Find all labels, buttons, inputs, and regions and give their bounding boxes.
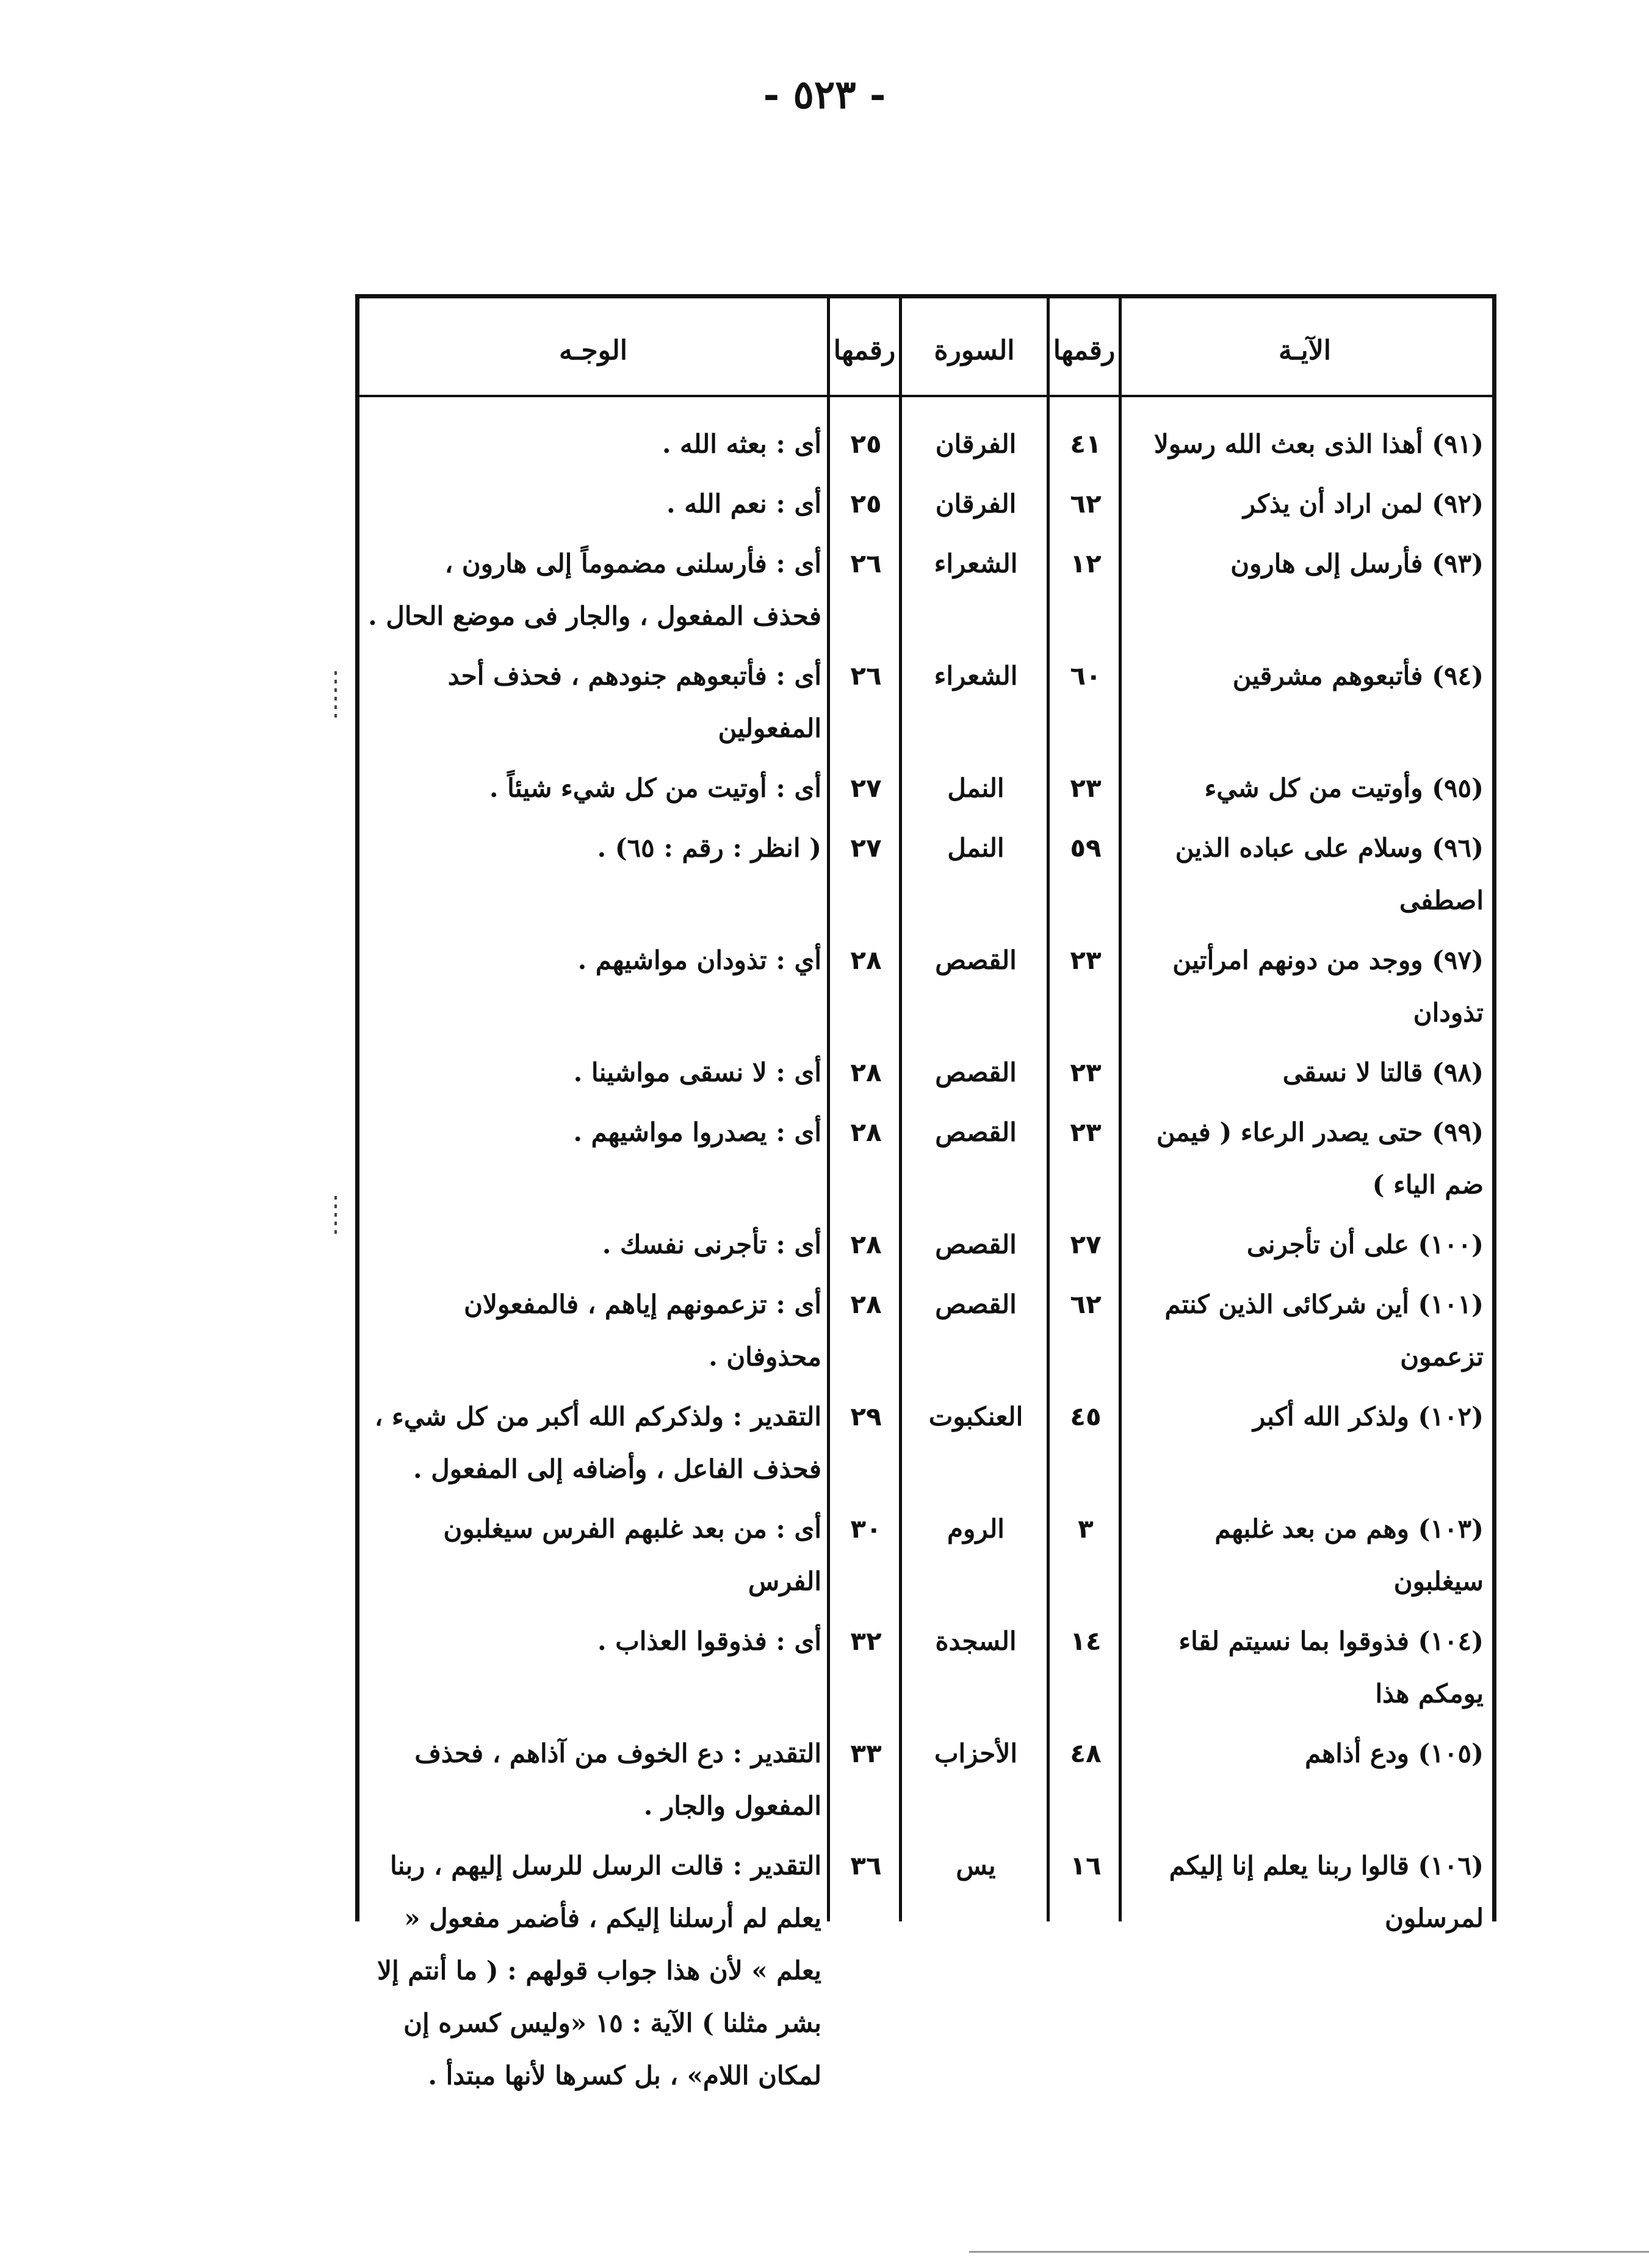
surah-name: القصص — [935, 1117, 1017, 1147]
verse-text: (١٠٥) ودع أذاهم — [1305, 1738, 1484, 1768]
surah-number: ٢٨ — [850, 945, 882, 975]
verse-text: (٩٤) فأتبعوهم مشرقين — [1232, 661, 1484, 691]
surah-name: الشعراء — [934, 549, 1018, 578]
verse-number: ٦٠ — [1070, 661, 1102, 691]
verse-number: ٤٥ — [1070, 1402, 1102, 1431]
verse-text: (٩٩) حتى يصدر الرعاء ( فيمن ضم الياء ) — [1156, 1117, 1484, 1200]
margin-mark — [334, 671, 337, 720]
verse-text: (٩٣) فأرسل إلى هارون — [1230, 549, 1484, 578]
table-row — [359, 1387, 1492, 1499]
header-verse-number: رقمها — [1053, 335, 1116, 366]
table-row — [359, 1275, 1492, 1387]
aspect-text: أى : من بعد غلبهم الفرس سيغلبون الفرس — [443, 1514, 821, 1596]
index-table — [355, 294, 1496, 2090]
verse-text: (٩٢) لمن اراد أن يذكر — [1243, 489, 1484, 519]
surah-number: ٢٨ — [850, 1057, 882, 1087]
aspect-text: أى : فأرسلنى مضموماً إلى هارون ، فحذف المفعول ، والجار فى موضع الحال . — [368, 549, 821, 631]
aspect-text: التقدير : ولذكركم الله أكبر من كل شيء ، فحذف الفاعل ، وأضافه إلى المفعول . — [374, 1402, 821, 1484]
aspect-text: التقدير : دع الخوف من آذاهم ، فحذف المفعول والجار . — [414, 1738, 821, 1821]
surah-name: الأحزاب — [934, 1738, 1017, 1768]
surah-number: ٢٩ — [850, 1402, 882, 1431]
table-row — [359, 1724, 1492, 1836]
verse-number: ١٤ — [1070, 1626, 1102, 1656]
verse-number: ١٦ — [1070, 1851, 1102, 1881]
aspect-text: أى : يصدروا مواشيهم . — [573, 1117, 821, 1147]
surah-name: القصص — [935, 1289, 1017, 1319]
verse-number: ٤١ — [1070, 429, 1102, 459]
table-row — [359, 1215, 1492, 1275]
surah-name: الفرقان — [935, 429, 1017, 459]
surah-name: القصص — [935, 945, 1017, 975]
header-surah-number: رقمها — [833, 335, 896, 366]
aspect-text: أى : تأجرنى نفسك . — [602, 1229, 821, 1259]
table-body — [359, 414, 1492, 2106]
surah-number: ٢٦ — [850, 661, 882, 691]
table-row — [359, 534, 1492, 646]
surah-number: ٣٠ — [850, 1514, 882, 1544]
verse-text: (٩٦) وسلام على عباده الذين اصطفى — [1175, 833, 1484, 915]
verse-text: (١٠١) أين شركائى الذين كنتم تزعمون — [1164, 1289, 1484, 1372]
page-number: - ٥٢٣ - — [763, 72, 886, 118]
surah-number: ٢٧ — [850, 833, 882, 863]
verse-text: (١٠٣) وهم من بعد غلبهم سيغلبون — [1214, 1514, 1484, 1596]
table-row — [359, 931, 1492, 1043]
surah-number: ٢٧ — [850, 773, 882, 803]
table-row — [359, 646, 1492, 758]
surah-number: ٣٦ — [850, 1851, 882, 1881]
verse-number: ٢٣ — [1070, 773, 1102, 803]
header-verse: الآيـة — [1278, 335, 1332, 366]
verse-number: ٣ — [1078, 1514, 1094, 1544]
verse-text: (٩١) أهذا الذى بعث الله رسولا — [1153, 429, 1484, 459]
surah-number: ٢٦ — [850, 549, 882, 578]
header-surah: السورة — [934, 335, 1015, 366]
surah-name: النمل — [947, 833, 1005, 863]
verse-number: ٥٩ — [1070, 833, 1102, 863]
verse-text: (١٠٤) فذوقوا بما نسيتم لقاء يومكم هذا — [1178, 1626, 1484, 1708]
table-row — [359, 414, 1492, 474]
verse-number: ١٢ — [1070, 549, 1102, 578]
table-row — [359, 1043, 1492, 1103]
verse-number: ٢٣ — [1070, 1117, 1102, 1147]
surah-name: السجدة — [935, 1626, 1017, 1656]
aspect-text: أى : أوتيت من كل شيء شيئاً . — [489, 773, 821, 803]
surah-number: ٢٥ — [850, 489, 882, 519]
surah-name: القصص — [935, 1229, 1017, 1259]
aspect-text: أى : بعثه الله . — [662, 429, 821, 459]
surah-name: الروم — [947, 1514, 1005, 1544]
table-row — [359, 1499, 1492, 1611]
aspect-text: أى : لا نسقى مواشينا . — [573, 1057, 821, 1087]
surah-name: يس — [956, 1851, 996, 1881]
header-aspect: الوجـه — [558, 335, 628, 366]
table-row — [359, 1836, 1492, 2106]
verse-text: (٩٥) وأوتيت من كل شيء — [1204, 773, 1484, 803]
table-row — [359, 1611, 1492, 1724]
aspect-text: أي : تذودان مواشيهم . — [577, 945, 821, 975]
verse-number: ٦٢ — [1070, 1289, 1102, 1319]
table-row — [359, 1103, 1492, 1215]
aspect-text: أى : نعم الله . — [666, 489, 821, 519]
table-row — [359, 818, 1492, 931]
surah-number: ٢٨ — [850, 1229, 882, 1259]
header-rule — [359, 395, 1492, 397]
verse-number: ٢٣ — [1070, 1057, 1102, 1087]
margin-mark — [334, 1196, 337, 1239]
surah-number: ٢٨ — [850, 1289, 882, 1319]
surah-name: العنكبوت — [928, 1402, 1023, 1431]
footer-rule — [969, 2251, 1649, 2253]
verse-text: (١٠٢) ولذكر الله أكبر — [1253, 1402, 1484, 1431]
verse-text: (٩٨) قالتا لا نسقى — [1282, 1057, 1484, 1087]
surah-name: الفرقان — [935, 489, 1017, 519]
aspect-text: ( انظر : رقم : ٦٥) . — [597, 833, 821, 863]
surah-name: النمل — [947, 773, 1005, 803]
verse-number: ٦٢ — [1070, 489, 1102, 519]
verse-text: (١٠٠) على أن تأجرنى — [1246, 1229, 1484, 1259]
verse-number: ٢٧ — [1070, 1229, 1102, 1259]
aspect-text: التقدير : قالت الرسل للرسل إليهم ، ربنا يعلم لم أرسلنا إليكم ، فأضمر مفعول « يعلم » لأن هذا جواب قولهم : ( ما أنتم إلا بشر مثلنا ) الآية : ١٥ «وليس كسره إن لمكان اللام» ، بل كسرها لأنها مبتدأ . — [377, 1851, 821, 2090]
aspect-text: أى : فذوقوا العذاب . — [597, 1626, 821, 1656]
verse-number: ٢٣ — [1070, 945, 1102, 975]
verse-number: ٤٨ — [1070, 1738, 1102, 1768]
surah-number: ٢٨ — [850, 1117, 882, 1147]
surah-number: ٢٥ — [850, 429, 882, 459]
surah-number: ٣٢ — [850, 1626, 882, 1656]
aspect-text: أى : تزعمونهم إياهم ، فالمفعولان محذوفان . — [464, 1289, 821, 1372]
table-row — [359, 474, 1492, 534]
table-row — [359, 758, 1492, 818]
surah-name: القصص — [935, 1057, 1017, 1087]
verse-text: (٩٧) ووجد من دونهم امرأتين تذودان — [1172, 945, 1484, 1028]
surah-number: ٣٣ — [850, 1738, 882, 1768]
verse-text: (١٠٦) قالوا ربنا يعلم إنا إليكم لمرسلون — [1169, 1851, 1484, 1933]
aspect-text: أى : فأتبعوهم جنودهم ، فحذف أحد المفعولين — [447, 661, 821, 743]
surah-name: الشعراء — [934, 661, 1018, 691]
